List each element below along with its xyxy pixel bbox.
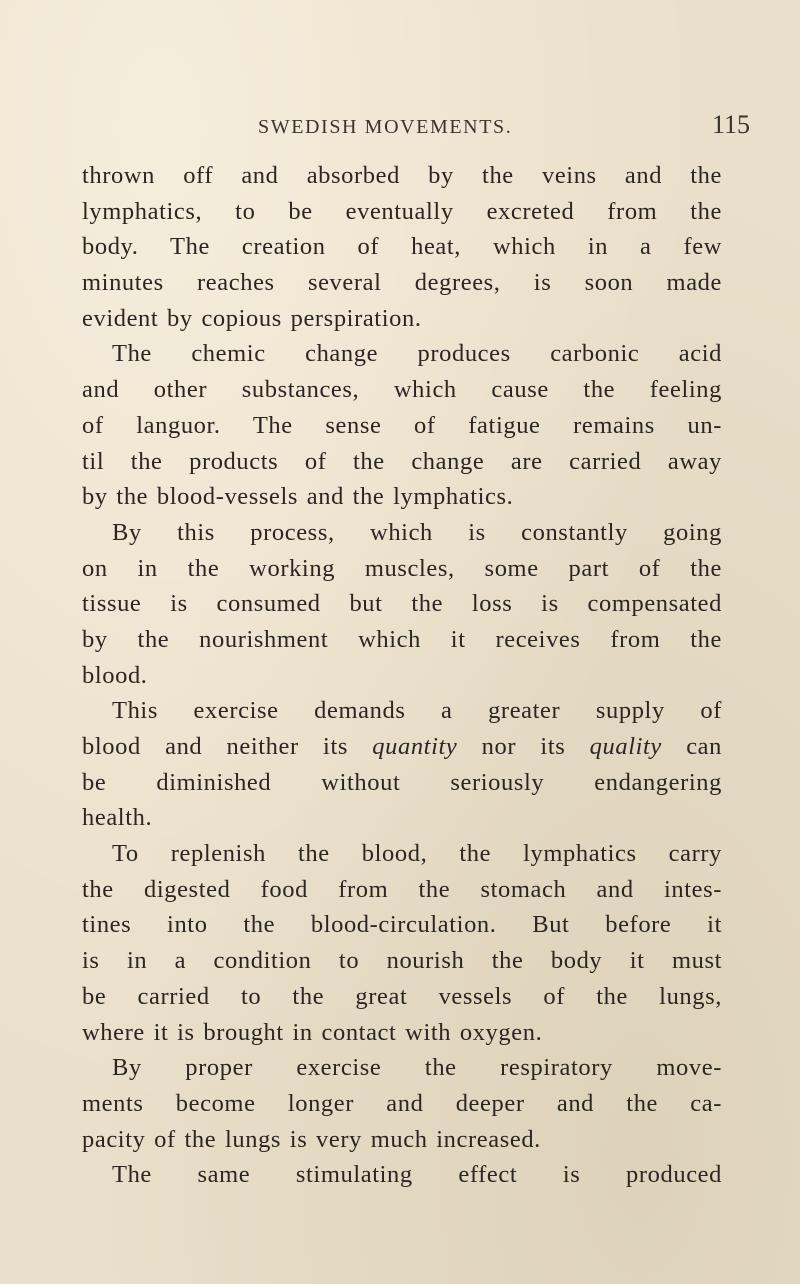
text-line: health. (82, 804, 153, 832)
text-line: By this process, which is constantly going (112, 518, 722, 546)
text-line: tissue is consumed but the loss is compensated (82, 590, 722, 618)
text-run: can (661, 733, 722, 760)
text-line-mixed (82, 729, 722, 765)
italic-quantity: quantity (372, 733, 458, 760)
text-line: By proper exercise the respiratory move- (112, 1054, 722, 1082)
text-line: thrown off and absorbed by the veins and the (82, 162, 722, 189)
text-line: of languor. The sense of fatigue remains un- (82, 411, 722, 439)
text-line: til the products of the change are carried away (82, 447, 722, 475)
text-line: blood. (82, 661, 148, 689)
body-text (82, 158, 722, 1193)
text-line: by the blood-vessels and the lymphatics. (82, 483, 514, 511)
text-line: pacity of the lungs is very much increased. (82, 1125, 541, 1153)
text-line: The chemic change produces carbonic acid (112, 340, 722, 368)
text-line: by the nourishment which it receives from the (82, 625, 722, 653)
page-number: 115 (712, 110, 751, 139)
text-line: This exercise demands a greater supply of (112, 697, 722, 725)
text-line: on in the working muscles, some part of the (82, 554, 722, 582)
text-line: and other substances, which cause the feeling (82, 376, 722, 404)
text-line: lymphatics, to be eventually excreted from the (82, 197, 722, 225)
running-head (0, 108, 800, 148)
text-line: be carried to the great vessels of the lungs, (82, 982, 722, 1010)
text-line: ments become longer and deeper and the ca- (82, 1089, 722, 1117)
text-line: The same stimulating effect is produced (112, 1161, 722, 1189)
text-run: blood and neither its (82, 733, 373, 760)
running-title: SWEDISH MOVEMENTS. (258, 116, 513, 138)
text-line: evident by copious perspiration. (82, 304, 422, 332)
italic-quality: quality (589, 733, 662, 760)
text-line: body. The creation of heat, which in a few (82, 233, 722, 261)
text-line: where it is brought in contact with oxygen. (82, 1018, 543, 1046)
text-line: be diminished without seriously endangering (82, 768, 722, 796)
text-run: nor its (457, 733, 590, 760)
text-line: the digested food from the stomach and intes- (82, 875, 722, 903)
text-line: minutes reaches several degrees, is soon made (82, 269, 722, 297)
text-line: tines into the blood-circulation. But before it (82, 911, 722, 939)
text-line: is in a condition to nourish the body it must (82, 947, 722, 975)
text-line: To replenish the blood, the lymphatics carry (112, 840, 722, 868)
